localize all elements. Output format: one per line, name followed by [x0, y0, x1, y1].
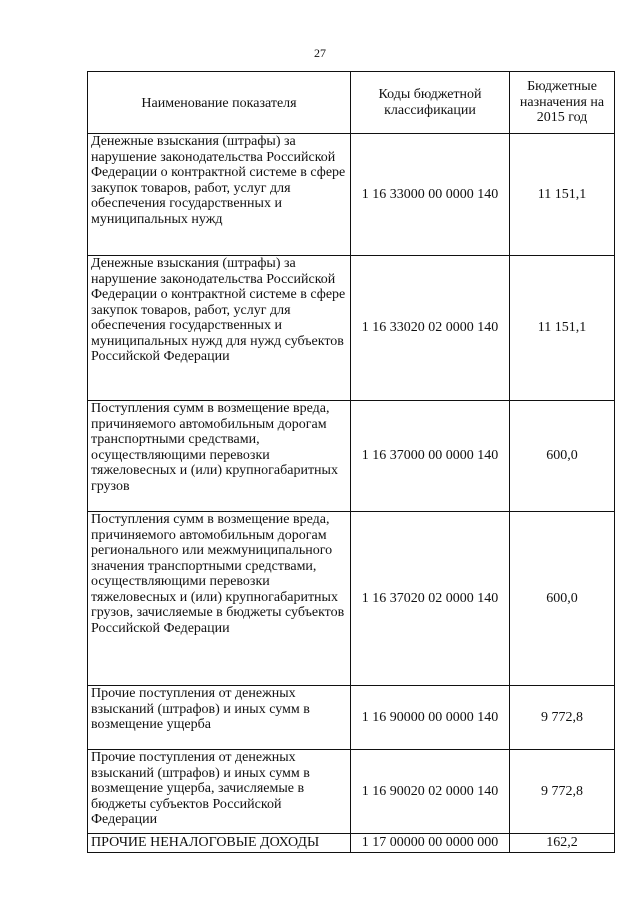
table-row: [88, 750, 615, 834]
amount-cell: 11 151,1: [510, 256, 615, 401]
amount-cell: 9 772,8: [510, 686, 615, 750]
header-indicator-name: Наименование показателя: [88, 72, 351, 134]
budget-code-cell: 1 16 33020 02 0000 140: [351, 256, 510, 401]
amount-cell: 11 151,1: [510, 134, 615, 256]
indicator-name-cell: Прочие поступления от денежных взысканий (штрафов) и иных сумм в возмещение ущерба: [88, 686, 351, 750]
budget-code-cell: 1 16 90020 02 0000 140: [351, 750, 510, 834]
budget-code-cell: 1 16 37020 02 0000 140: [351, 512, 510, 686]
indicator-name-cell: Денежные взыскания (штрафы) за нарушение законодательства Российской Федерации о контрактной системе в сфере закупок товаров, работ, услуг для обеспечения государственных и муниципальных нужд для нужд субъектов Российской Федерации: [88, 256, 351, 401]
amount-cell: 600,0: [510, 512, 615, 686]
page-number: 27: [314, 46, 326, 60]
budget-code-cell: 1 16 90000 00 0000 140: [351, 686, 510, 750]
amount-cell: 162,2: [510, 834, 615, 853]
table-row: [88, 134, 615, 256]
indicator-name-cell: Поступления сумм в возмещение вреда, причиняемого автомобильным дорогам транспортными средствами, осуществляющими перевозки тяжеловесных и (или) крупногабаритных грузов: [88, 401, 351, 512]
budget-code-cell: 1 16 33000 00 0000 140: [351, 134, 510, 256]
budget-code-cell: 1 16 37000 00 0000 140: [351, 401, 510, 512]
amount-cell: 600,0: [510, 401, 615, 512]
budget-table: [87, 71, 615, 853]
table-row-total: [88, 834, 615, 853]
amount-cell: 9 772,8: [510, 750, 615, 834]
table-row: [88, 401, 615, 512]
indicator-name-cell: Прочие поступления от денежных взысканий (штрафов) и иных сумм в возмещение ущерба, зачисляемые в бюджеты субъектов Российской Федерации: [88, 750, 351, 834]
indicator-name-cell: Поступления сумм в возмещение вреда, причиняемого автомобильным дорогам регионального или межмуниципального значения транспортными средствами, осуществляющими перевозки тяжеловесных и (или) крупногабаритных грузов, зачисляемые в бюджеты субъектов Российской Федерации: [88, 512, 351, 686]
table-row: [88, 512, 615, 686]
header-budget-code: Коды бюджетной классификации: [351, 72, 510, 134]
table-header-row: [88, 72, 615, 134]
indicator-name-cell: ПРОЧИЕ НЕНАЛОГОВЫЕ ДОХОДЫ: [88, 834, 351, 853]
indicator-name-cell: Денежные взыскания (штрафы) за нарушение законодательства Российской Федерации о контрактной системе в сфере закупок товаров, работ, услуг для обеспечения государственных и муниципальных нужд: [88, 134, 351, 256]
budget-code-cell: 1 17 00000 00 0000 000: [351, 834, 510, 853]
table-row: [88, 686, 615, 750]
table-row: [88, 256, 615, 401]
header-budget-amount: Бюджетные назначения на 2015 год: [510, 72, 615, 134]
